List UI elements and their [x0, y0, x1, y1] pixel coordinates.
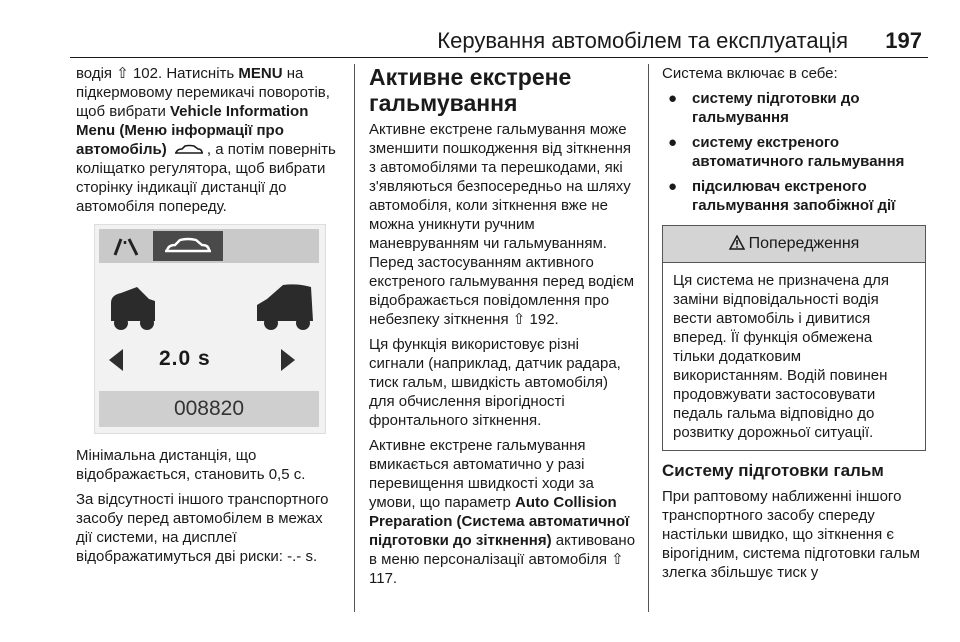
lane-marking-icon [109, 235, 149, 259]
paragraph: Система включає в себе: [662, 65, 838, 82]
menu-button-label: MENU [238, 65, 283, 82]
chapter-title: Керування автомобілем та експлуатація [437, 28, 848, 53]
bullet-icon: ● [668, 178, 678, 195]
header-rule [70, 57, 928, 59]
vehicle-ahead-tab [153, 231, 223, 261]
text: 192. [529, 311, 559, 328]
car-rear-icon [111, 287, 155, 330]
car-icon [163, 235, 213, 257]
feature-list [662, 89, 926, 215]
warning-box [662, 225, 926, 451]
paragraph [369, 120, 637, 329]
list-item-text: систему екстреного автоматичного гальмування [692, 134, 905, 170]
list-item [662, 177, 926, 215]
list-item [662, 133, 926, 171]
page-ref-arrow-icon: ⇧ [116, 64, 129, 82]
page-number: 197 [885, 28, 922, 53]
car-icon [174, 144, 204, 156]
paragraph: При раптовому наближенні іншого транспортного засобу спереду настільки швидко, що зіткнення є вірогідним, система підготовки гальм злегка збільшує тиск у [662, 488, 920, 581]
column-separator [354, 64, 355, 612]
warning-triangle-icon [729, 235, 745, 250]
paragraph: За відсутності іншого транспортного засобу перед автомобілем в межах дії системи, на дисплеї відображатимуться дві риски: -.- s. [76, 491, 329, 565]
setting-label: Auto Collision Preparation (Система автоматичної підготовки до зіткнення) [369, 494, 630, 549]
text: 117. [369, 570, 398, 587]
column-2 [369, 64, 637, 594]
page-ref-arrow-icon: ⇧ [611, 550, 624, 568]
text: Активне екстрене гальмування може зменшити пошкодження від зіткнення з автомобілями та перешкодами, які з'являються безпосередньо на шляху автомобіля, коли зіткнення вже не можна уникнути ручним маневруванням чи гальмуванням. Перед застосуванням активного екстреного гальмування перед водієм відображається повідомлення про небезпеку зіткнення [369, 121, 635, 328]
distance-indication-display [94, 224, 326, 434]
odometer: 008820 [99, 391, 319, 427]
text: на підкермовому перемикачі поворотів, щоб вибрати [76, 65, 330, 120]
paragraph [76, 64, 342, 216]
warning-title: Попередження [748, 235, 860, 252]
page-ref-arrow-icon: ⇧ [512, 310, 526, 328]
text: Активне екстрене гальмування вмикається автоматично у разі перевищення швидкості ходи за умови, що параметр [369, 437, 594, 511]
column-1 [76, 64, 342, 572]
page-header [70, 24, 928, 58]
distance-row [103, 343, 313, 379]
subsection-heading: Систему підготовки гальм [662, 461, 884, 480]
text: активовано в меню персоналізації автомобіля [369, 532, 636, 568]
car-front-icon [257, 284, 313, 330]
list-item-text: підсилювач екстреного гальмування запобіжної дії [692, 178, 896, 214]
arrow-right-icon [281, 349, 295, 371]
paragraph: Ця функція використовує різні сигнали (наприклад, датчик радара, тиск гальм, швидкість автомобіля) для обчислення вірогідності фронтального зіткнення. [369, 336, 621, 429]
bullet-icon: ● [668, 90, 678, 107]
vehicles-distance-icon [107, 275, 317, 335]
warning-body: Ця система не призначена для заміни відповідальності водія вести автомобіль і дивитися вперед. Її функція обмежена тільки додатковим використанням. Водій повинен продовжувати застосовувати педаль гальма відповідно до розвитку дорожньої ситуації. [673, 272, 890, 441]
text: , а потім поверніть коліщатко регулятора, щоб вибрати сторінку індикації дистанції до автомобіля попереду. [76, 141, 336, 215]
column-3 [662, 64, 926, 588]
text: водія [76, 65, 113, 82]
list-item-text: систему підготовки до гальмування [692, 90, 860, 126]
distance-value: 2.0 s [159, 347, 211, 370]
arrow-left-icon [109, 349, 123, 371]
section-heading: Активне екстрене гальмування [369, 64, 572, 116]
paragraph [369, 436, 637, 588]
column-separator [648, 64, 649, 612]
text: 102. Натисніть [132, 65, 235, 82]
bullet-icon: ● [668, 134, 678, 151]
warning-header [663, 226, 925, 263]
vehicle-info-menu-label: Vehicle Information Menu (Меню інформації про автомобіль) [76, 103, 309, 158]
paragraph: Мінімальна дистанція, що відображається, становить 0,5 с. [76, 447, 306, 483]
display-top-bar [99, 229, 319, 263]
list-item [662, 89, 926, 127]
